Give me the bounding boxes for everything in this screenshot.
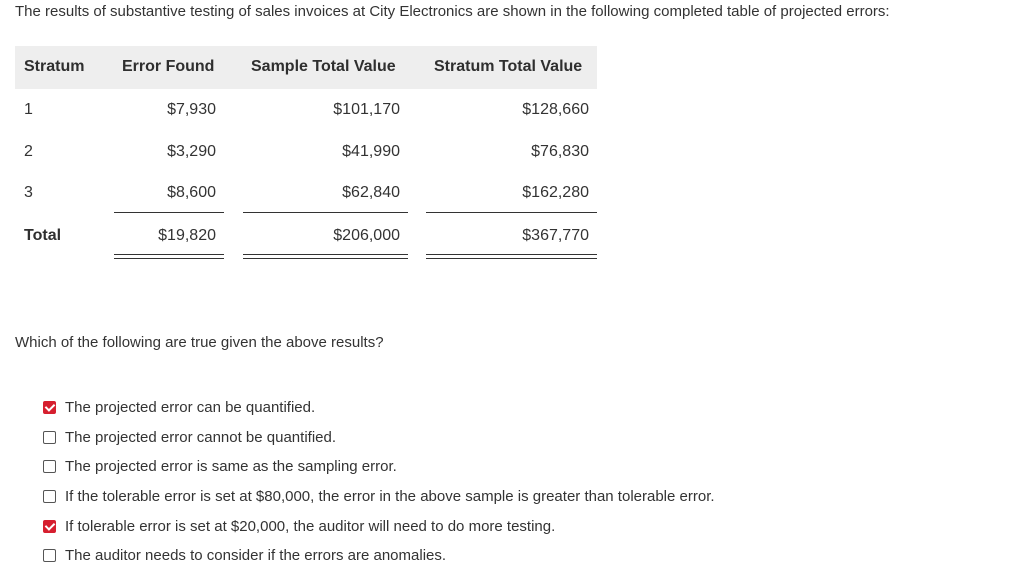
question-text: Which of the following are true given the above results? — [15, 334, 384, 351]
table-total-stratum-total: $367,770 — [522, 227, 589, 244]
subtotal-rule — [114, 212, 224, 213]
total-double-rule — [243, 254, 408, 259]
header-stratum-total-value: Stratum Total Value — [434, 58, 583, 75]
option-label: The auditor needs to consider if the errors are anomalies. — [65, 547, 447, 565]
table-cell-stratum: 1 — [24, 101, 33, 118]
table-cell-stratum-total: $128,660 — [522, 101, 589, 118]
header-stratum: Stratum — [24, 58, 85, 75]
subtotal-rule — [243, 212, 408, 213]
option-label: The projected error cannot be quantified. — [65, 428, 337, 446]
option-quantifiable[interactable] — [43, 393, 715, 423]
option-label: If the tolerable error is set at $80,000, the error in the above sample is greater than tolerable error. — [65, 488, 715, 506]
option-label: If tolerable error is set at $20,000, the auditor will need to do more testing. — [65, 517, 556, 535]
table-cell-error-found: $7,930 — [167, 101, 216, 118]
table-total-error-found: $19,820 — [158, 227, 216, 244]
projected-errors-table — [15, 46, 600, 271]
option-label: The projected error can be quantified. — [65, 399, 316, 417]
checkbox[interactable] — [43, 520, 56, 533]
table-cell-stratum-total: $76,830 — [531, 143, 589, 160]
table-total-sample-total: $206,000 — [333, 227, 400, 244]
checkbox[interactable] — [43, 549, 56, 562]
option-not-quantifiable[interactable] — [43, 423, 715, 453]
header-sample-total-value: Sample Total Value — [251, 58, 396, 75]
table-cell-error-found: $8,600 — [167, 184, 216, 201]
option-anomalies[interactable] — [43, 541, 715, 571]
table-cell-stratum-total: $162,280 — [522, 184, 589, 201]
table-cell-sample-total: $101,170 — [333, 101, 400, 118]
header-error-found: Error Found — [122, 58, 215, 75]
checkbox[interactable] — [43, 401, 56, 414]
checkbox[interactable] — [43, 431, 56, 444]
option-label: The projected error is same as the sampling error. — [65, 458, 397, 476]
option-tolerable-20000[interactable] — [43, 511, 715, 541]
table-cell-stratum: 3 — [24, 184, 33, 201]
total-double-rule — [114, 254, 224, 259]
table-total-label: Total — [24, 227, 62, 244]
table-cell-stratum: 2 — [24, 143, 33, 160]
checkbox[interactable] — [43, 460, 56, 473]
checkbox[interactable] — [43, 490, 56, 503]
table-cell-sample-total: $41,990 — [342, 143, 400, 160]
total-double-rule — [426, 254, 597, 259]
table-cell-sample-total: $62,840 — [342, 184, 400, 201]
intro-text: The results of substantive testing of sales invoices at City Electronics are shown in the following completed table of projected errors: — [15, 3, 890, 20]
option-same-as-sampling-error[interactable] — [43, 452, 715, 482]
subtotal-rule — [426, 212, 597, 213]
option-tolerable-80000[interactable] — [43, 482, 715, 512]
answer-options — [43, 393, 715, 571]
table-cell-error-found: $3,290 — [167, 143, 216, 160]
